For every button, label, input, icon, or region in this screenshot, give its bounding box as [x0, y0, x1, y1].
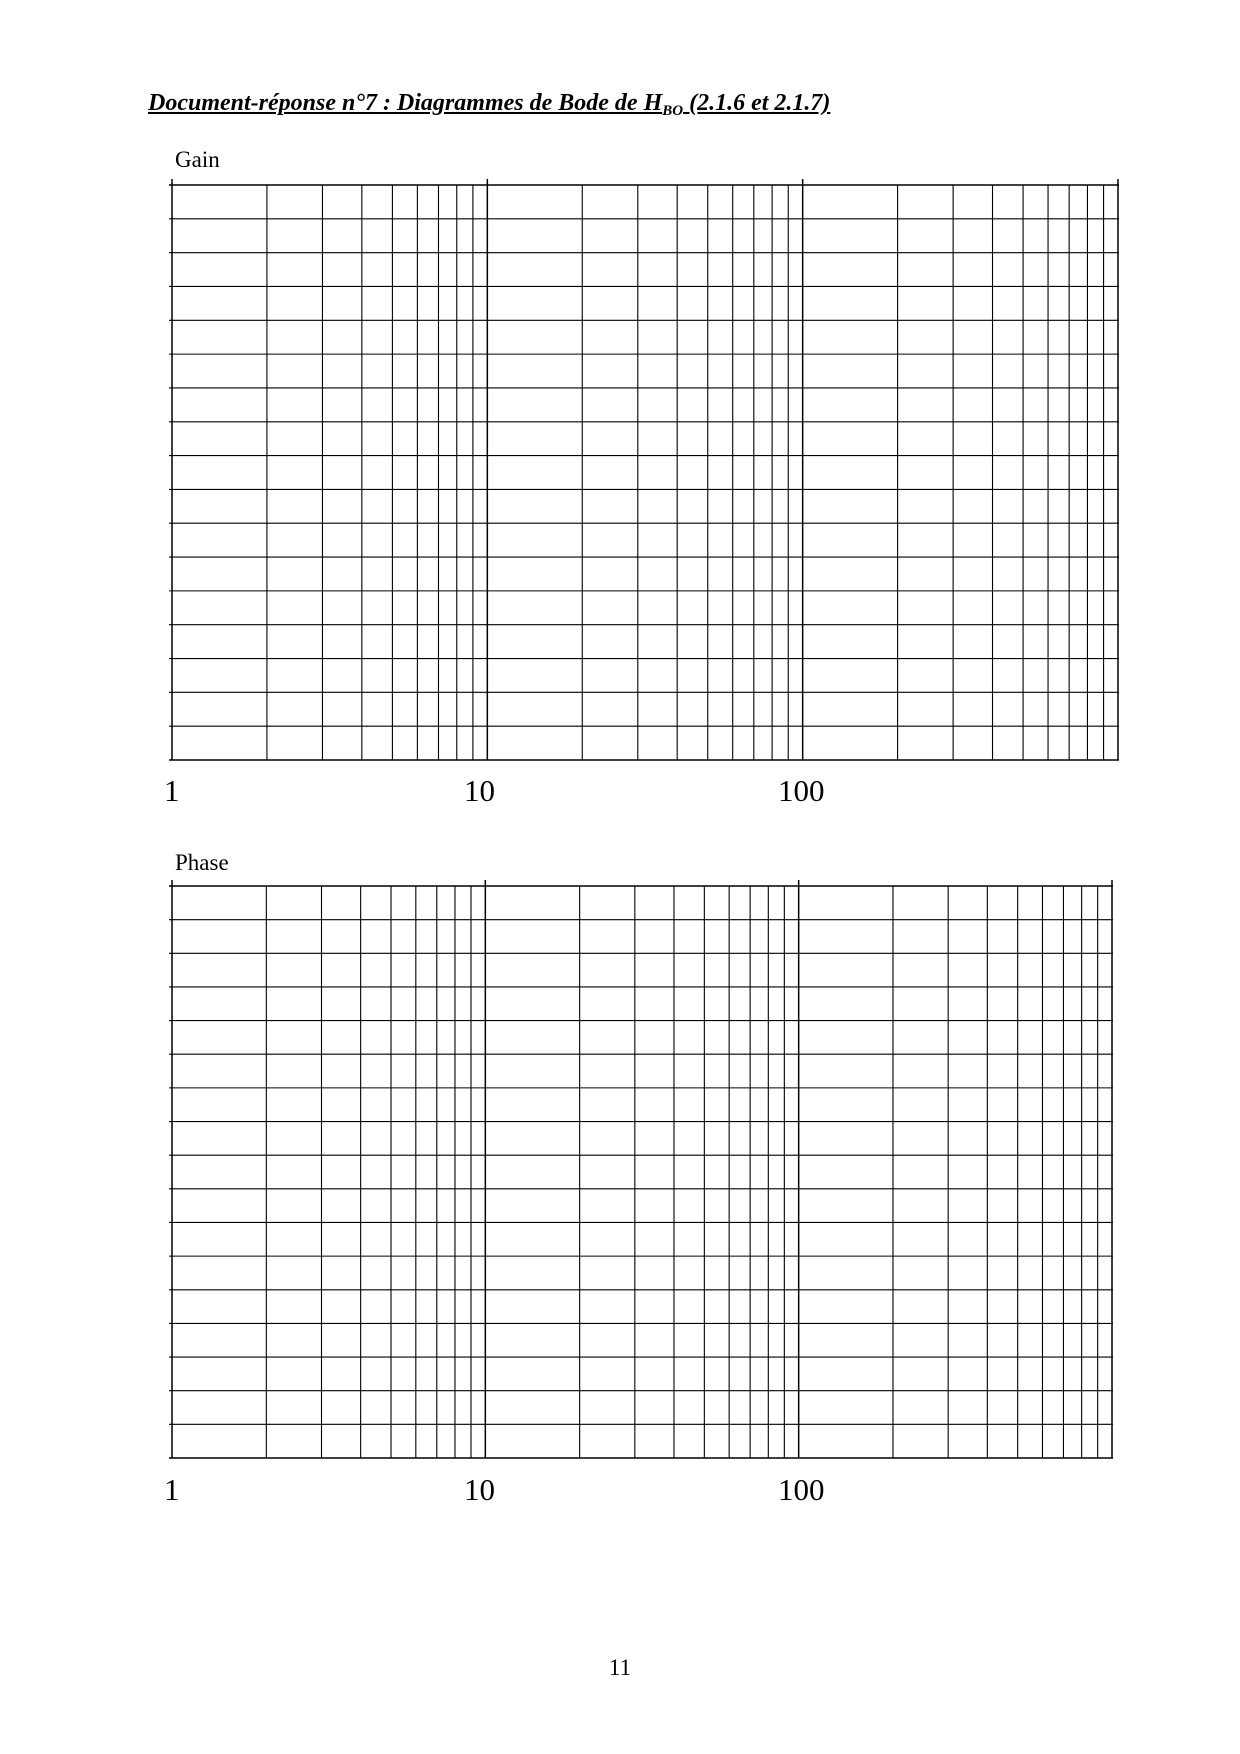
title-prefix: Document-réponse n°7 : Diagrammes de Bode de H — [148, 90, 663, 116]
gain-x-tick-1: 1 — [164, 773, 180, 808]
phase-x-tick-1: 1 — [164, 1472, 180, 1507]
gain-x-tick-10: 10 — [464, 773, 495, 808]
gain-x-tick-100: 100 — [778, 773, 825, 808]
title-suffix: (2.1.6 et 2.1.7) — [683, 90, 831, 116]
phase-x-tick-100: 100 — [778, 1472, 825, 1507]
title-subscript: BO — [662, 103, 684, 119]
phase-label: Phase — [175, 850, 229, 875]
gain-label: Gain — [175, 147, 220, 172]
page-number: 11 — [608, 1655, 632, 1680]
phase-x-tick-10: 10 — [464, 1472, 495, 1507]
